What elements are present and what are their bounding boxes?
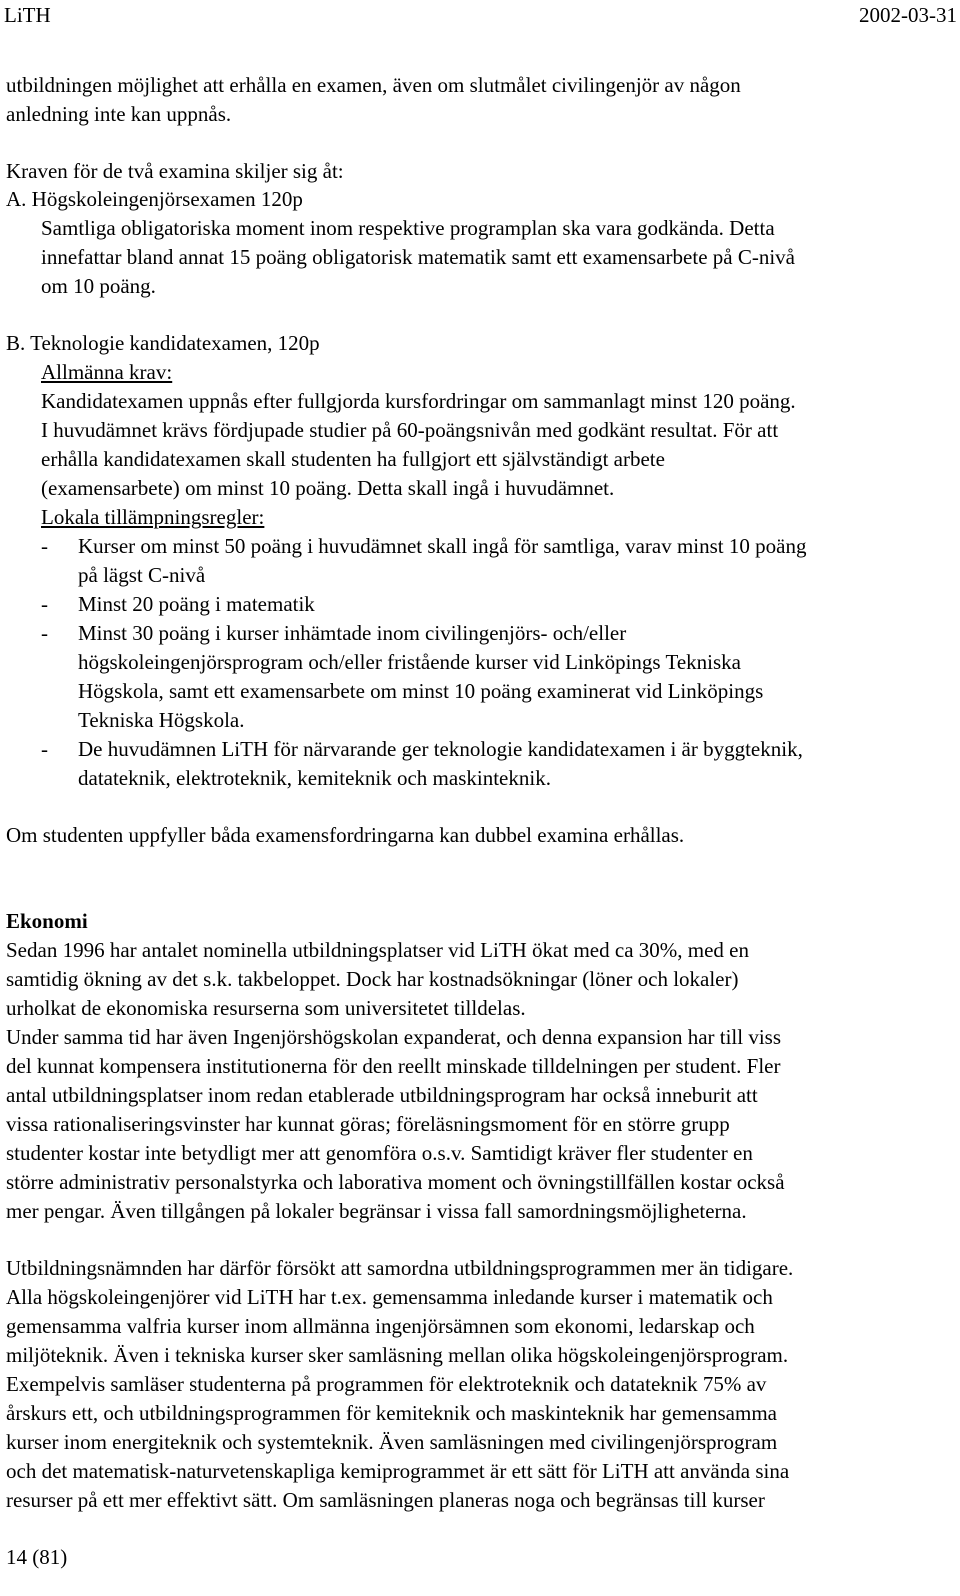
section-a-line: Samtliga obligatoriska moment inom respektive programplan ska vara godkända. Detta — [41, 216, 775, 240]
ekonomi-para3-line: kurser inom energiteknik och systemteknik. Även samläsningen med civilingenjörsprogram — [6, 1430, 778, 1454]
bullet-line: Minst 30 poäng i kurser inhämtade inom civilingenjörs- och/eller — [78, 621, 627, 645]
bullet-line: Högskola, samt ett examensarbete om minst 10 poäng examinerat vid Linköpings — [78, 679, 764, 703]
ekonomi-para3-line: gemensamma valfria kurser inom allmänna ingenjörsämnen som ekonomi, ledarskap och — [6, 1314, 755, 1338]
header-date: 2002-03-31 — [859, 3, 957, 27]
section-a-line: innefattar bland annat 15 poäng obligatorisk matematik samt ett examensarbete på C-nivå — [41, 245, 796, 269]
general-requirements-heading: Allmänna krav: — [41, 360, 173, 384]
ekonomi-para2-line: antal utbildningsplatser inom redan etablerade utbildningsprogram har också inneburit att — [6, 1083, 758, 1107]
page-number: 14 (81) — [6, 1545, 68, 1569]
ekonomi-para2-line: del kunnat kompensera institutionerna för den reellt minskade tilldelningen per student. Fler — [6, 1054, 781, 1078]
ekonomi-para3-line: och det matematisk-naturvetenskapliga kemiprogrammet är ett sätt för LiTH att använda sina — [6, 1459, 790, 1483]
ekonomi-para2-line: vissa rationaliseringsvinster har kunnat göras; föreläsningsmoment för en större grupp — [6, 1112, 730, 1136]
bullet-dash: - — [41, 534, 48, 558]
ekonomi-heading: Ekonomi — [6, 909, 88, 933]
general-requirements-line: I huvudämnet krävs fördjupade studier på 60-poängsnivån med godkänt resultat. För att — [41, 418, 779, 442]
bullet-line: Minst 20 poäng i matematik — [78, 592, 315, 616]
ekonomi-para2-line: större administrativ personalstyrka och laborativa moment och övningstillfällen kostar också — [6, 1170, 785, 1194]
general-requirements-line: Kandidatexamen uppnås efter fullgjorda kursfordringar om sammanlagt minst 120 poäng. — [41, 389, 796, 413]
page-header — [0, 0, 960, 30]
bullet-dash: - — [41, 737, 48, 761]
ekonomi-para1-line: urholkat de ekonomiska resurserna som universitetet tilldelas. — [6, 996, 526, 1020]
ekonomi-para3-line: resurser på ett mer effektivt sätt. Om samläsningen planeras noga och begränsas till kurser — [6, 1488, 765, 1512]
ekonomi-para1-line: Sedan 1996 har antalet nominella utbildningsplatser vid LiTH ökat med ca 30%, med en — [6, 938, 749, 962]
ekonomi-para1-line: samtidig ökning av det s.k. takbeloppet. Dock har kostnadsökningar (löner och lokaler) — [6, 967, 739, 991]
bullet-line: på lägst C-nivå — [78, 563, 206, 587]
section-a-title: A. Högskoleingenjörsexamen 120p — [6, 187, 303, 211]
ekonomi-para3-line: årskurs ett, och utbildningsprogrammen för kemiteknik och maskinteknik har gemensamma — [6, 1401, 777, 1425]
ekonomi-para3-line: Alla högskoleingenjörer vid LiTH har t.ex. gemensamma inledande kurser i matematik och — [6, 1285, 773, 1309]
ekonomi-para2-line: Under samma tid har även Ingenjörshögskolan expanderat, och denna expansion har till viss — [6, 1025, 782, 1049]
ekonomi-para3-line: Exempelvis samläser studenterna på programmen för elektroteknik och datateknik 75% av — [6, 1372, 767, 1396]
kraven-line: Kraven för de två examina skiljer sig åt: — [6, 159, 344, 183]
section-a-line: om 10 poäng. — [41, 274, 156, 298]
bullet-dash: - — [41, 621, 48, 645]
intro-line: utbildningen möjlighet att erhålla en examen, även om slutmålet civilingenjör av någon — [6, 73, 741, 97]
ekonomi-para2-line: mer pengar. Även tillgången på lokaler begränsar i vissa fall samordningsmöjligheterna. — [6, 1199, 747, 1223]
bullet-line: Kurser om minst 50 poäng i huvudämnet skall ingå för samtliga, varav minst 10 poäng — [78, 534, 807, 558]
bullet-dash: - — [41, 592, 48, 616]
dubbel-examina-line: Om studenten uppfyller båda examensfordringarna kan dubbel examina erhållas. — [6, 823, 685, 847]
bullet-line: högskoleingenjörsprogram och/eller fristående kurser vid Linköpings Tekniska — [78, 650, 741, 674]
ekonomi-para2-line: studenter kostar inte betydligt mer att genomföra o.s.v. Samtidigt kräver fler studenter en — [6, 1141, 753, 1165]
bullet-line: datateknik, elektroteknik, kemiteknik och maskinteknik. — [78, 766, 551, 790]
bullet-line: De huvudämnen LiTH för närvarande ger teknologie kandidatexamen i är byggteknik, — [78, 737, 803, 761]
header-left: LiTH — [4, 3, 51, 27]
ekonomi-para3-line: Utbildningsnämnden har därför försökt att samordna utbildningsprogrammen mer än tidigare. — [6, 1256, 794, 1280]
ekonomi-para3-line: miljöteknik. Även i tekniska kurser sker samläsning mellan olika högskoleingenjörsprogram. — [6, 1343, 789, 1367]
general-requirements-line: erhålla kandidatexamen skall studenten ha fullgjort ett självständigt arbete — [41, 447, 665, 471]
local-rules-heading: Lokala tillämpningsregler: — [41, 505, 265, 529]
section-b-title: B. Teknologie kandidatexamen, 120p — [6, 331, 320, 355]
general-requirements-line: (examensarbete) om minst 10 poäng. Detta skall ingå i huvudämnet. — [41, 476, 615, 500]
intro-line: anledning inte kan uppnås. — [6, 102, 232, 126]
bullet-line: Tekniska Högskola. — [78, 708, 245, 732]
